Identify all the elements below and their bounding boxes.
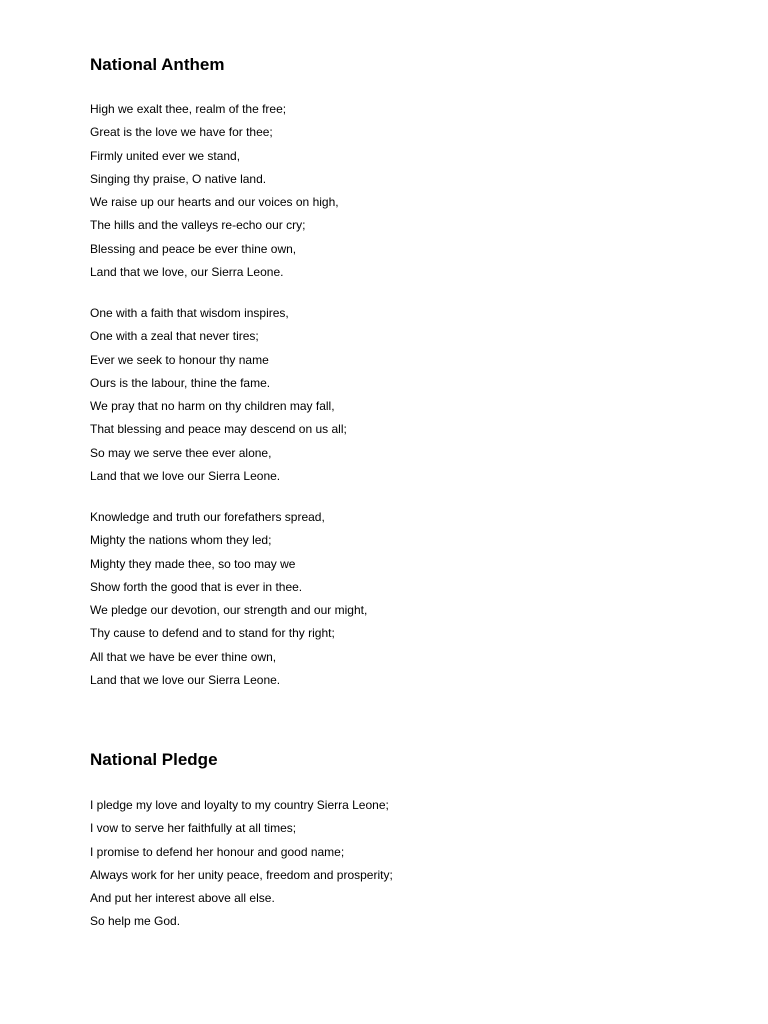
pledge-line: I pledge my love and loyalty to my country Sierra Leone; <box>90 798 389 812</box>
verse-line: Blessing and peace be ever thine own, <box>90 241 297 256</box>
verse-line: Thy cause to defend and to stand for thy right; <box>90 626 335 641</box>
verse-line: Land that we love, our Sierra Leone. <box>90 265 284 280</box>
pledge-line: And put her interest above all else. <box>90 891 275 906</box>
pledge-title: National Pledge <box>90 750 218 769</box>
verse-line: We pray that no harm on thy children may fall, <box>90 399 335 414</box>
verse-line: So may we serve thee ever alone, <box>90 445 272 460</box>
verse-line: We raise up our hearts and our voices on high, <box>90 195 339 210</box>
verse-line: Mighty the nations whom they led; <box>90 533 272 548</box>
verse-line: One with a zeal that never tires; <box>90 329 259 344</box>
verse-line: Firmly united ever we stand, <box>90 148 241 163</box>
anthem-title: National Anthem <box>90 55 225 74</box>
verse-line: All that we have be ever thine own, <box>90 649 277 664</box>
verse-line: Land that we love our Sierra Leone. <box>90 469 281 484</box>
anthem-stanza-1 <box>90 98 339 284</box>
verse-line: The hills and the valleys re-echo our cry; <box>90 218 306 233</box>
verse-line: Land that we love our Sierra Leone. <box>90 673 281 688</box>
verse-line: Show forth the good that is ever in thee. <box>90 579 303 594</box>
pledge-line: I promise to defend her honour and good name; <box>90 844 345 859</box>
pledge-line: So help me God. <box>90 914 181 929</box>
verse-line: Mighty they made thee, so too may we <box>90 556 296 571</box>
verse-line: High we exalt thee, realm of the free; <box>90 102 287 116</box>
verse-line: Ours is the labour, thine the fame. <box>90 375 271 390</box>
verse-line: We pledge our devotion, our strength and our might, <box>90 603 368 618</box>
pledge-line: I vow to serve her faithfully at all times; <box>90 821 297 836</box>
verse-line: Great is the love we have for thee; <box>90 125 273 140</box>
verse-line: Knowledge and truth our forefathers spread, <box>90 510 325 524</box>
pledge-line: Always work for her unity peace, freedom and prosperity; <box>90 867 393 882</box>
verse-line: One with a faith that wisdom inspires, <box>90 306 289 320</box>
pledge-text <box>90 794 393 934</box>
verse-line: Ever we seek to honour thy name <box>90 352 269 367</box>
verse-line: That blessing and peace may descend on us all; <box>90 422 347 437</box>
verse-line: Singing thy praise, O native land. <box>90 171 267 186</box>
anthem-stanza-2 <box>90 302 347 488</box>
anthem-stanza-3 <box>90 506 367 692</box>
